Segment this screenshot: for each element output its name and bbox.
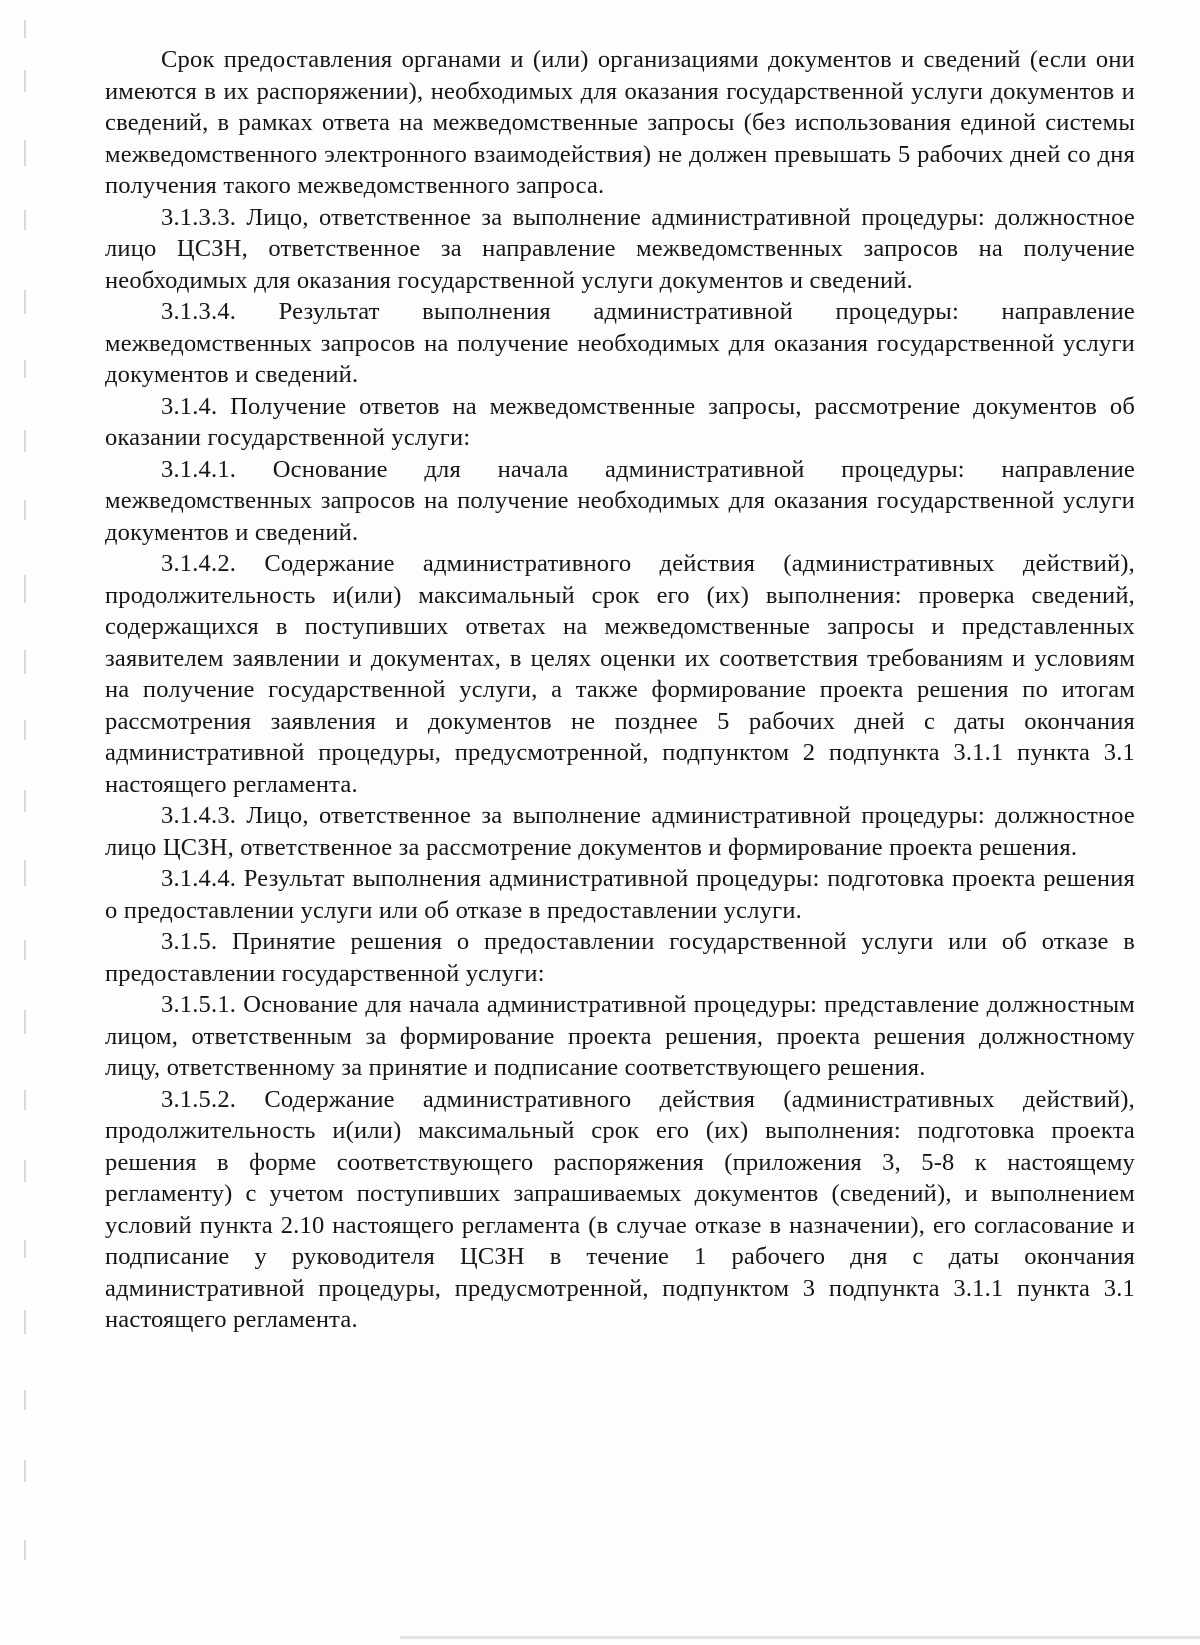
paragraph-3-1-5: 3.1.5. Принятие решения о предоставлении государственной услуги или об отказе в предоставлении государственной услуги: — [105, 928, 1135, 987]
scan-mark — [24, 430, 26, 452]
paragraph-3-1-4-1: 3.1.4.1. Основание для начала административной процедуры: направление межведомственных запросов на получение необходимых для оказания государственной услуги документов и сведений. — [105, 455, 1135, 546]
scan-bottom-edge — [400, 1636, 1200, 1639]
scan-mark — [24, 290, 26, 314]
paragraph-3-1-4: 3.1.4. Получение ответов на межведомственные запросы, рассмотрение документов об оказании государственной услуги: — [105, 392, 1135, 451]
scan-mark — [24, 720, 26, 740]
scan-mark — [24, 500, 26, 520]
scan-mark — [24, 210, 26, 230]
scan-mark — [24, 20, 26, 38]
paragraph-3-1-4-4: 3.1.4.4. Результат выполнения административной процедуры: подготовка проекта решения о предоставлении услуги или об отказе в предоставлении услуги. — [105, 865, 1135, 924]
scan-mark — [24, 650, 26, 674]
scan-mark — [24, 790, 26, 812]
paragraph-deadline-interagency: Срок предоставления органами и (или) организациями документов и сведений (если они имеются в их распоряжении), необходимых для оказания государственной услуги документов и сведений, в рамках ответа на межведомственные запросы (без использования единой системы межведомственного электронного взаимодействия) не должен превышать 5 рабочих дней со дня получения такого межведомственного запроса. — [105, 46, 1135, 199]
scan-mark — [24, 1310, 26, 1334]
document-body — [105, 44, 1135, 1336]
scan-mark — [24, 860, 26, 886]
paragraph-3-1-4-2: 3.1.4.2. Содержание административного действия (административных действий), продолжительность и(или) максимальный срок его (их) выполнения: проверка сведений, содержащихся в поступивших ответах на межведомственные запросы и представленных заявителем заявлении и документах, в целях оценки их соответствия требованиям и условиям на получение государственной услуги, а также формирование проекта решения по итогам рассмотрения заявления и документов не позднее 5 рабочих дней с даты окончания административной процедуры, предусмотренной, подпунктом 2 подпункта 3.1.1 пункта 3.1 настоящего регламента. — [105, 550, 1135, 798]
scan-mark — [24, 1160, 26, 1182]
scan-left-edge-artifacts — [0, 0, 30, 1645]
scan-mark — [24, 575, 26, 603]
scan-mark — [24, 1010, 26, 1034]
scan-mark — [24, 940, 26, 960]
paragraph-3-1-5-1: 3.1.5.1. Основание для начала административной процедуры: представление должностным лицом, ответственным за формирование проекта решения, проекта решения должностному лицу, ответственному за принятие и подписание соответствующего решения. — [105, 991, 1135, 1081]
paragraph-3-1-3-4: 3.1.3.4. Результат выполнения административной процедуры: направление межведомственных запросов на получение необходимых для оказания государственной услуги документов и сведений. — [105, 298, 1135, 388]
scan-mark — [24, 1540, 26, 1560]
paragraph-3-1-3-3: 3.1.3.3. Лицо, ответственное за выполнение административной процедуры: должностное лицо ЦСЗН, ответственное за направление межведомственных запросов на получение необходимых для оказания государственной услуги документов и сведений. — [105, 203, 1135, 294]
paragraph-3-1-5-2: 3.1.5.2. Содержание административного действия (административных действий), продолжительность и(или) максимальный срок его (их) выполнения: подготовка проекта решения в форме соответствующего распоряжения (приложения 3, 5-8 к настоящему регламенту) с учетом поступивших запрашиваемых документов (сведений), и выполнением условий пункта 2.10 настоящего регламента (в случае отказе в назначении), его согласование и подписание у руководителя ЦСЗН в течение 1 рабочего дня с даты окончания административной процедуры, предусмотренной, подпунктом 3 подпункта 3.1.1 пункта 3.1 настоящего регламента. — [105, 1085, 1135, 1333]
scan-mark — [24, 70, 26, 92]
scan-mark — [24, 1390, 26, 1410]
scan-mark — [24, 1240, 26, 1258]
scan-mark — [24, 140, 26, 166]
scan-mark — [24, 1460, 26, 1482]
scan-mark — [24, 360, 26, 378]
scan-mark — [24, 1090, 26, 1110]
paragraph-3-1-4-3: 3.1.4.3. Лицо, ответственное за выполнение административной процедуры: должностное лицо ЦСЗН, ответственное за рассмотрение документов и формирование проекта решения. — [105, 802, 1135, 861]
